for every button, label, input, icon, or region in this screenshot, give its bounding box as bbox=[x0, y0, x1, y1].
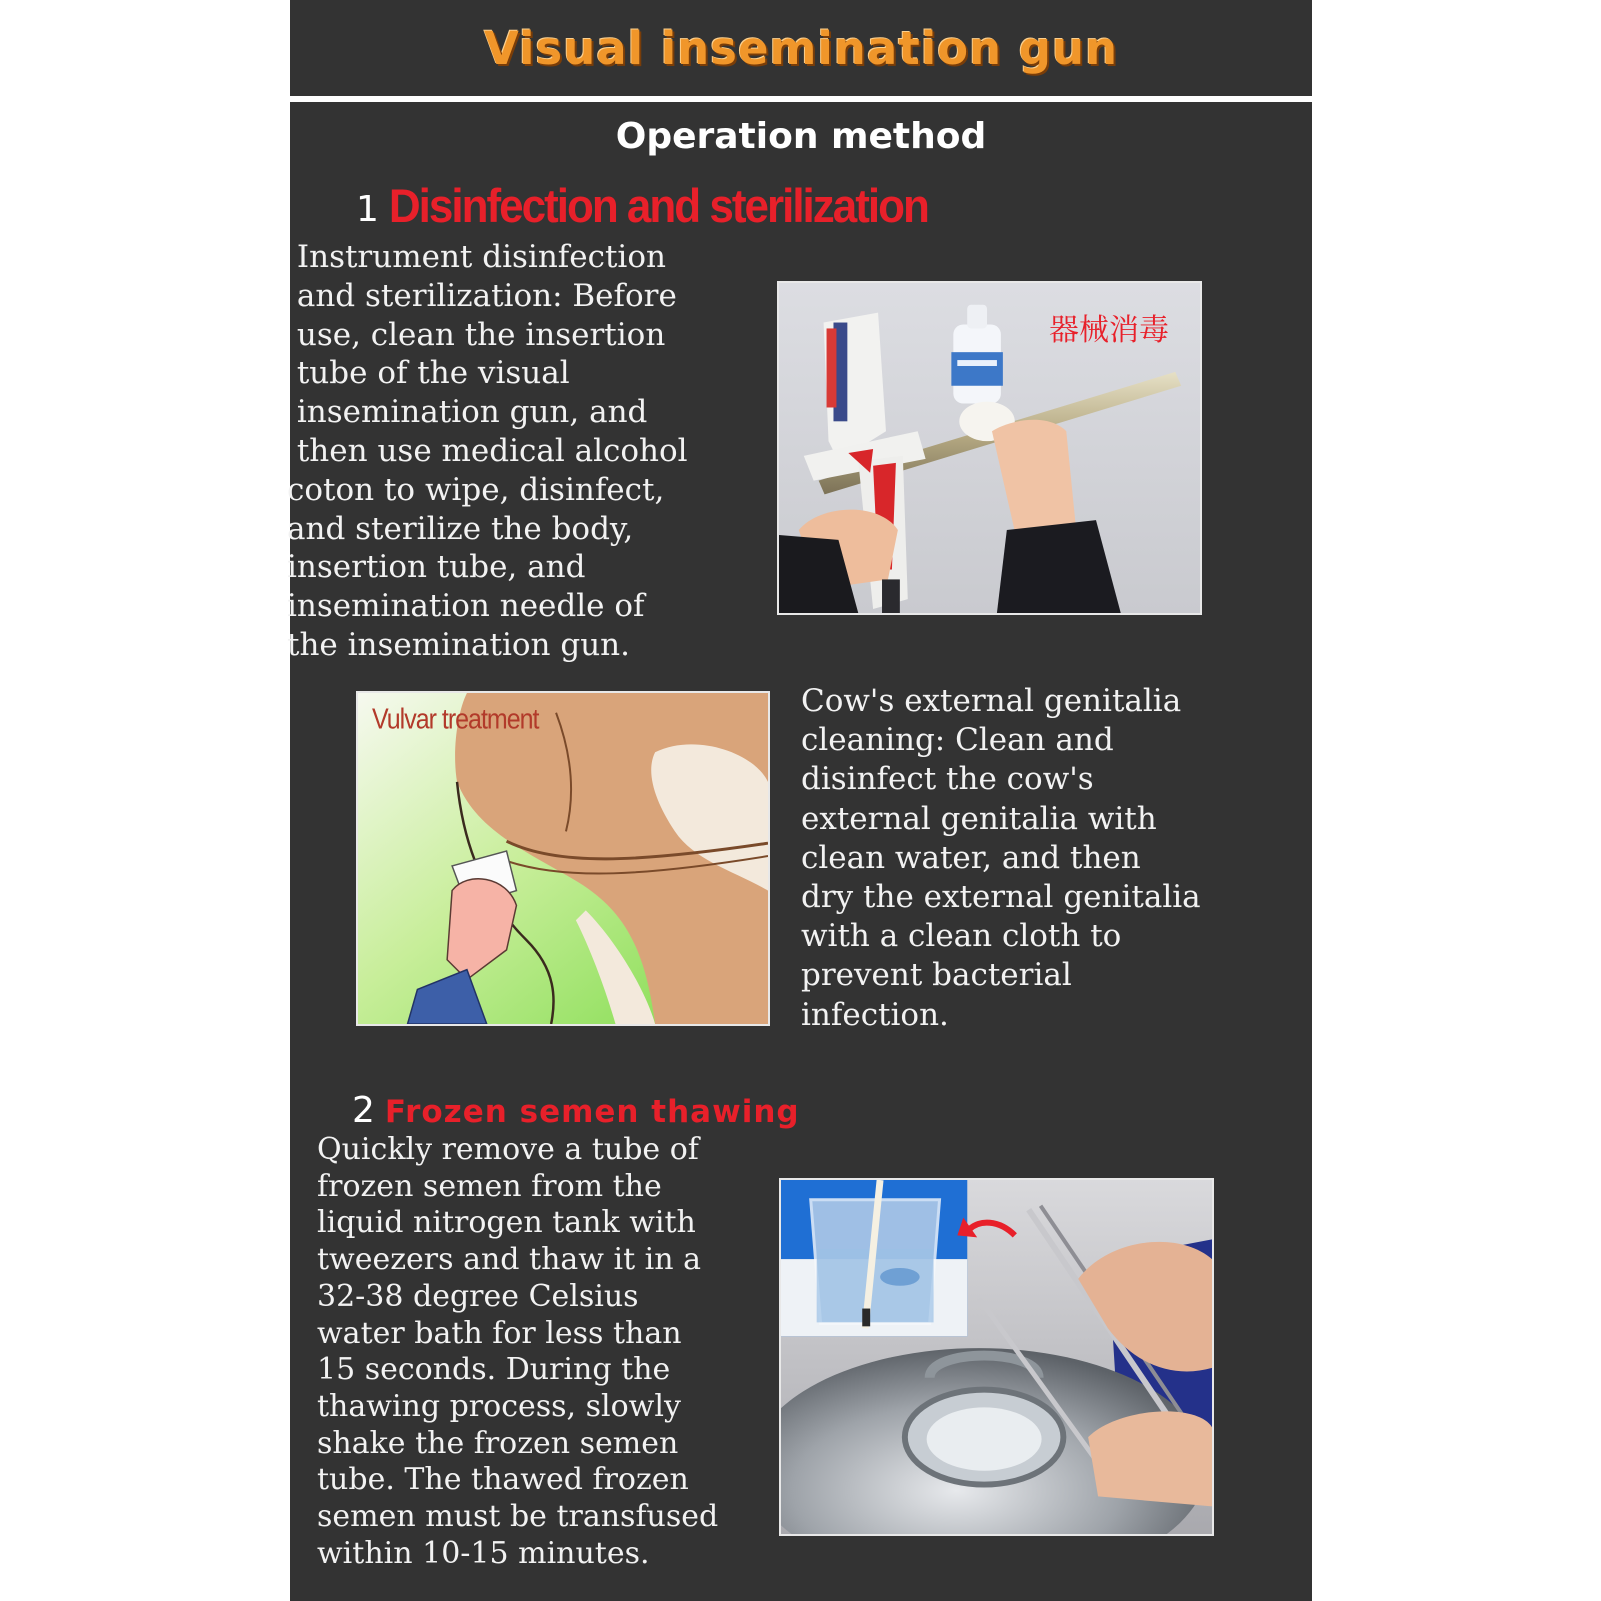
page-title: Visual insemination gun bbox=[483, 22, 1119, 75]
section2-heading bbox=[352, 1090, 800, 1131]
section1-title: Disinfection and sterilization bbox=[388, 180, 928, 233]
section2-paragraph: Quickly remove a tube of frozen semen from the liquid nitrogen tank with tweezers and thaw it in a 32-38 degree Celsius water bath for less than 15 seconds. During the thawing process, slowly shake the frozen semen tube. The thawed frozen semen must be transfused within 10-15 minutes. bbox=[317, 1132, 719, 1571]
section1-paragraph1: Instrument disinfection and sterilization: Before use, clean the insertion tube of the visual insemination gun, and then use medical alcohol coton to wipe, disinfect, and sterilize the body, insertion tube, and insemination needle of the insemination gun. bbox=[287, 239, 688, 663]
disinfection-photo bbox=[777, 281, 1202, 615]
section1-number: 1 bbox=[356, 189, 379, 230]
vulvar-treatment-illustration bbox=[356, 691, 770, 1026]
thawing-photo bbox=[779, 1178, 1214, 1536]
thawing-photo-image bbox=[781, 1180, 1212, 1534]
section1-heading bbox=[356, 182, 928, 232]
page-subtitle: Operation method bbox=[615, 116, 987, 157]
section2-title: Frozen semen thawing bbox=[384, 1094, 800, 1130]
vulvar-treatment-image bbox=[358, 693, 768, 1024]
title-bar bbox=[290, 0, 1312, 96]
vulvar-treatment-label: Vulvar treatment bbox=[372, 703, 539, 736]
title-divider bbox=[290, 96, 1312, 102]
content-panel bbox=[287, 0, 1312, 1601]
section1-paragraph2: Cow's external genitalia cleaning: Clean and disinfect the cow's external genitalia with clean water, and then dry the external genitalia with a clean cloth to prevent bacterial infection. bbox=[801, 683, 1201, 1033]
section2-number: 2 bbox=[352, 1090, 375, 1131]
disinfection-photo-label: 器械消毒 bbox=[1049, 314, 1169, 347]
